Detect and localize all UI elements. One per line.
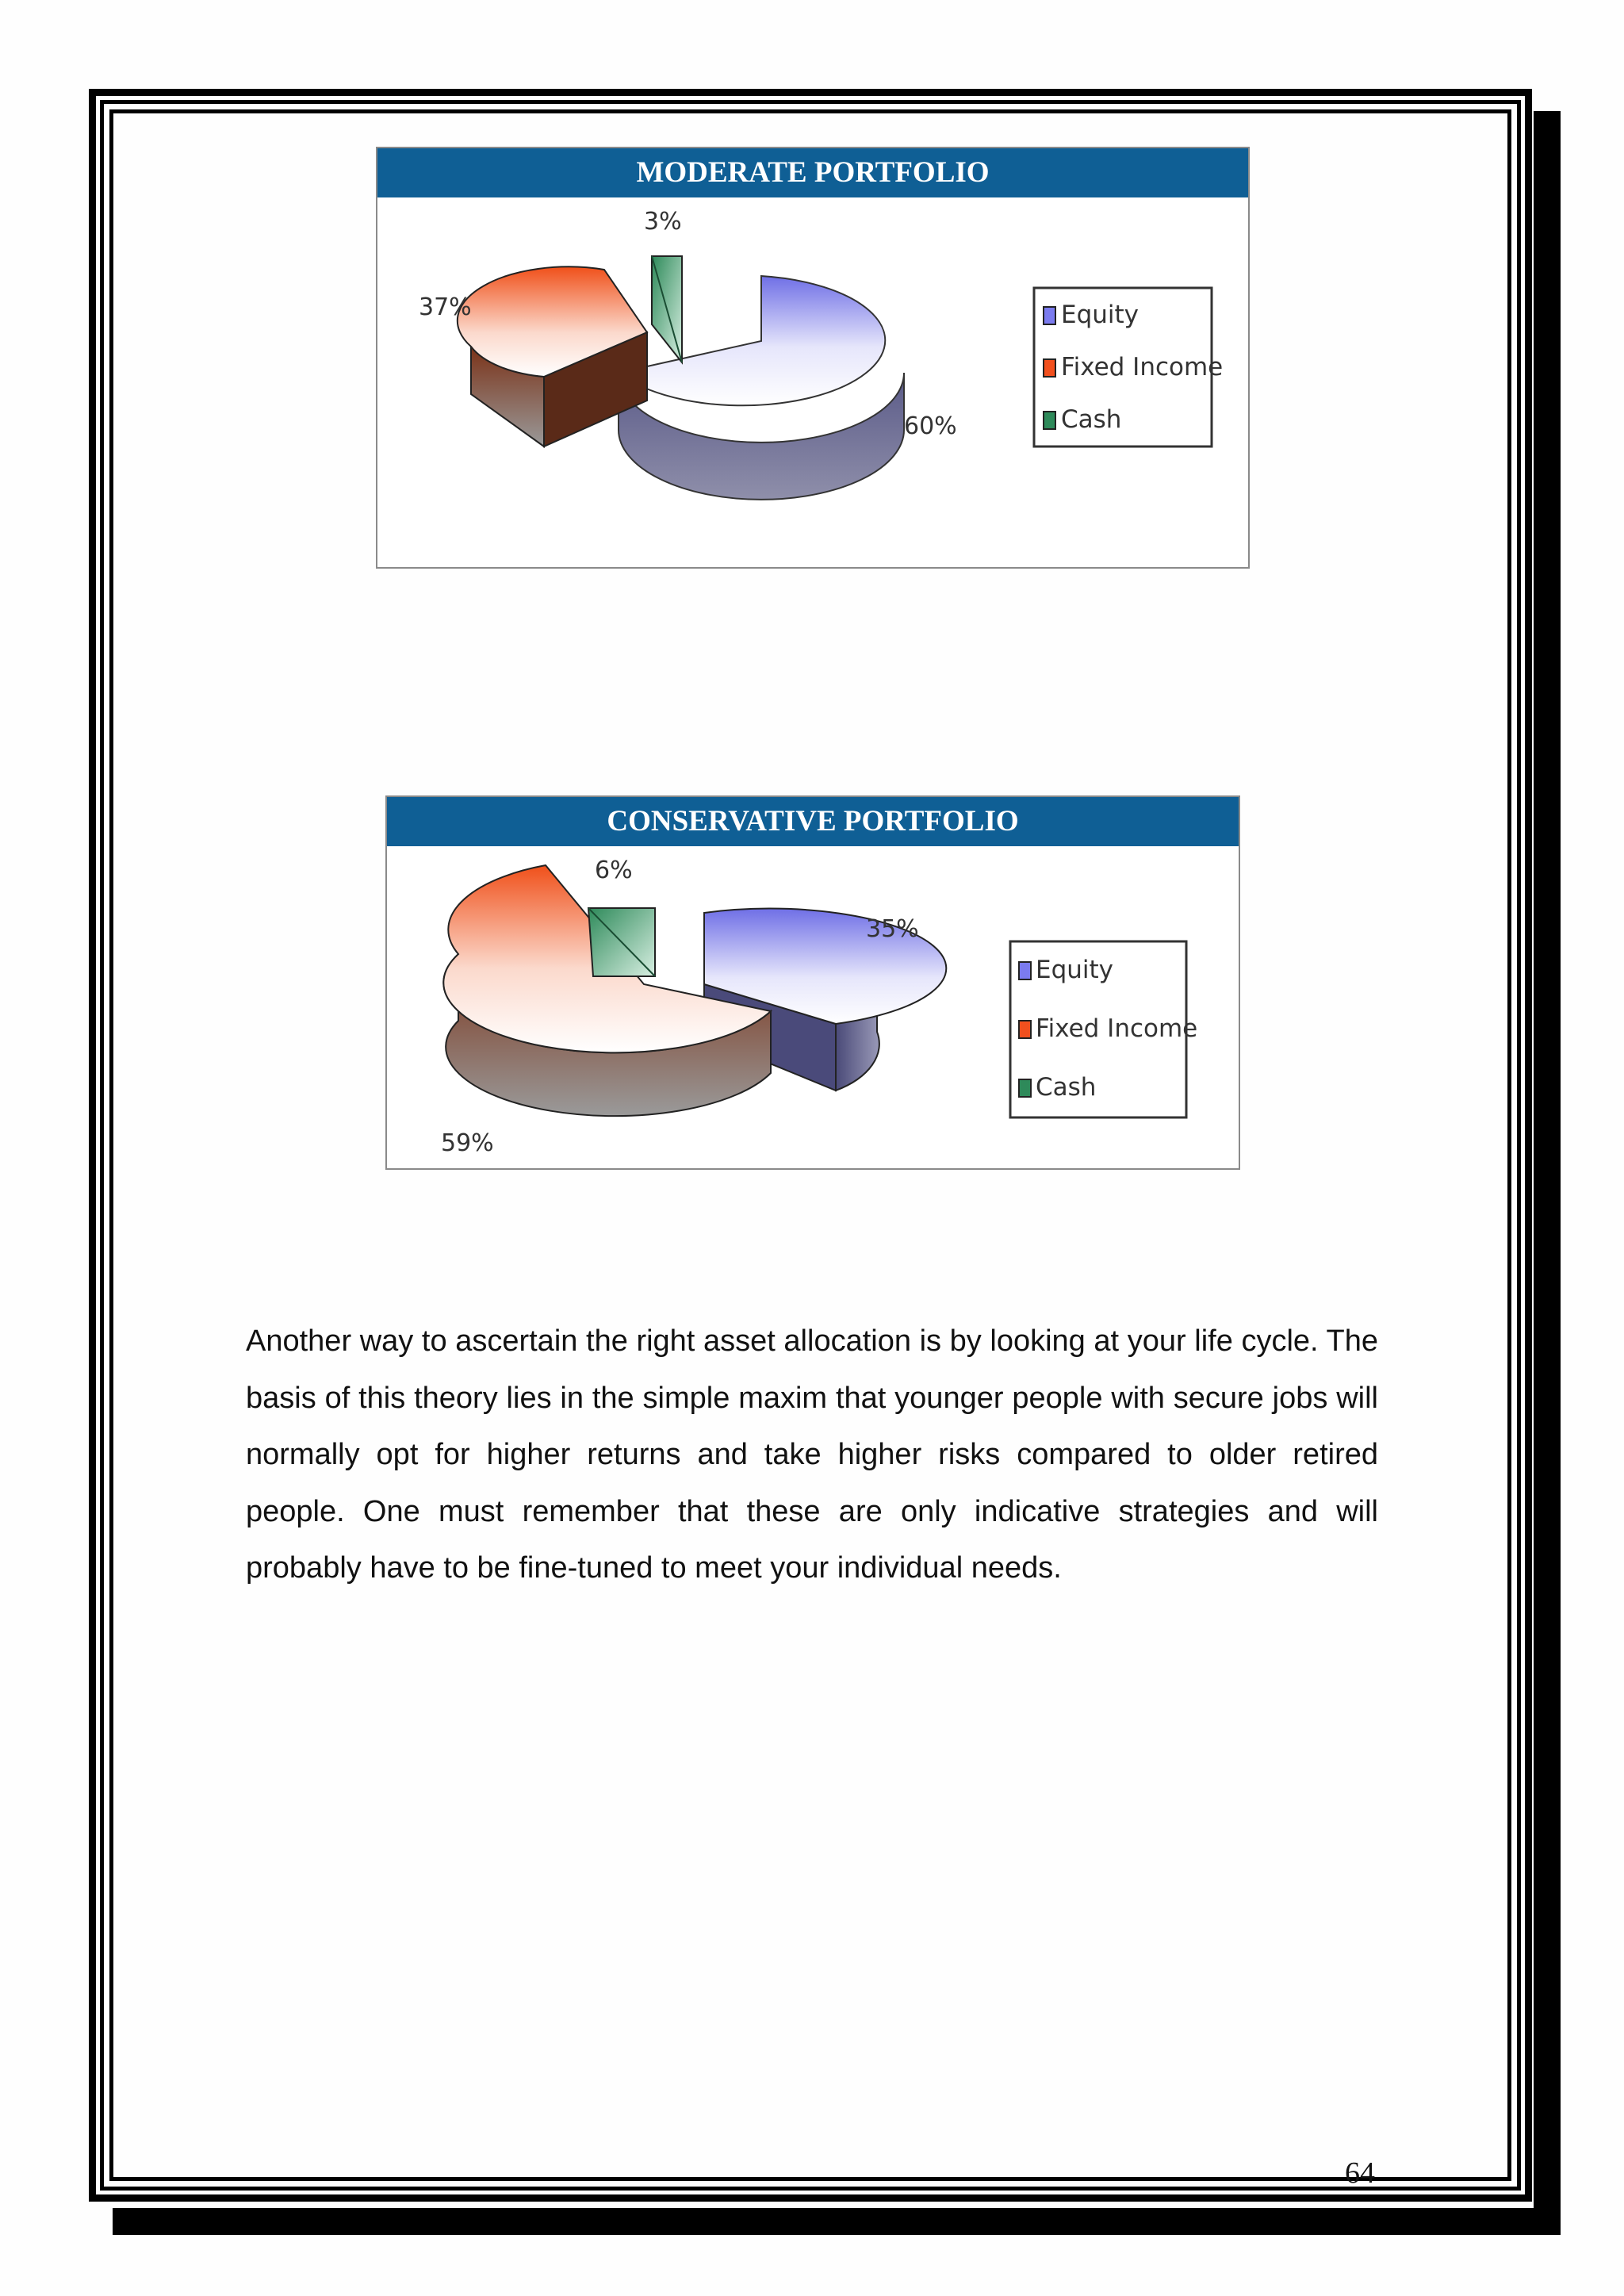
conservative-legend-swatch-cash (1019, 1079, 1031, 1097)
conservative-portfolio-chart (385, 795, 1240, 1170)
page-shadow-right (1534, 111, 1561, 2235)
moderate-fixed-income-label: 37% (419, 293, 472, 321)
conservative-chart-title: CONSERVATIVE PORTFOLIO (387, 797, 1239, 846)
moderate-cash-label: 3% (644, 208, 682, 236)
moderate-legend-swatch-fixed-income (1044, 359, 1055, 377)
moderate-equity-label: 60% (904, 412, 957, 440)
moderate-legend-equity: Equity (1061, 301, 1139, 329)
moderate-chart-title: MODERATE PORTFOLIO (377, 148, 1248, 197)
moderate-legend-fixed-income: Fixed Income (1061, 353, 1224, 381)
moderate-legend-swatch-cash (1044, 412, 1055, 429)
moderate-portfolio-chart (376, 147, 1250, 569)
conservative-cash-label: 6% (595, 857, 633, 884)
conservative-pie-svg (387, 797, 1242, 1171)
conservative-legend-equity: Equity (1036, 956, 1114, 984)
page-shadow-bottom (113, 2208, 1561, 2235)
conservative-legend-swatch-equity (1019, 962, 1031, 979)
conservative-equity-label: 35% (866, 915, 919, 943)
conservative-legend-fixed-income: Fixed Income (1036, 1014, 1198, 1043)
moderate-pie-svg (377, 148, 1251, 570)
body-paragraph: Another way to ascertain the right asset allocation is by looking at your life cycle. The basis of this theory lies in the simple maxim that younger people with secure jobs will normally opt for higher returns and take higher risks compared to older retired people. One must remember that these are only indicative strategies and will probably have to be fine-tuned to meet your individual needs. (246, 1324, 1378, 1585)
moderate-legend-cash: Cash (1061, 405, 1122, 434)
conservative-legend-swatch-fixed-income (1019, 1021, 1031, 1038)
moderate-legend-swatch-equity (1044, 307, 1055, 324)
page-number: 64 (1345, 2156, 1375, 2190)
conservative-fixed-income-label: 59% (441, 1129, 494, 1157)
conservative-legend-cash: Cash (1036, 1073, 1097, 1102)
